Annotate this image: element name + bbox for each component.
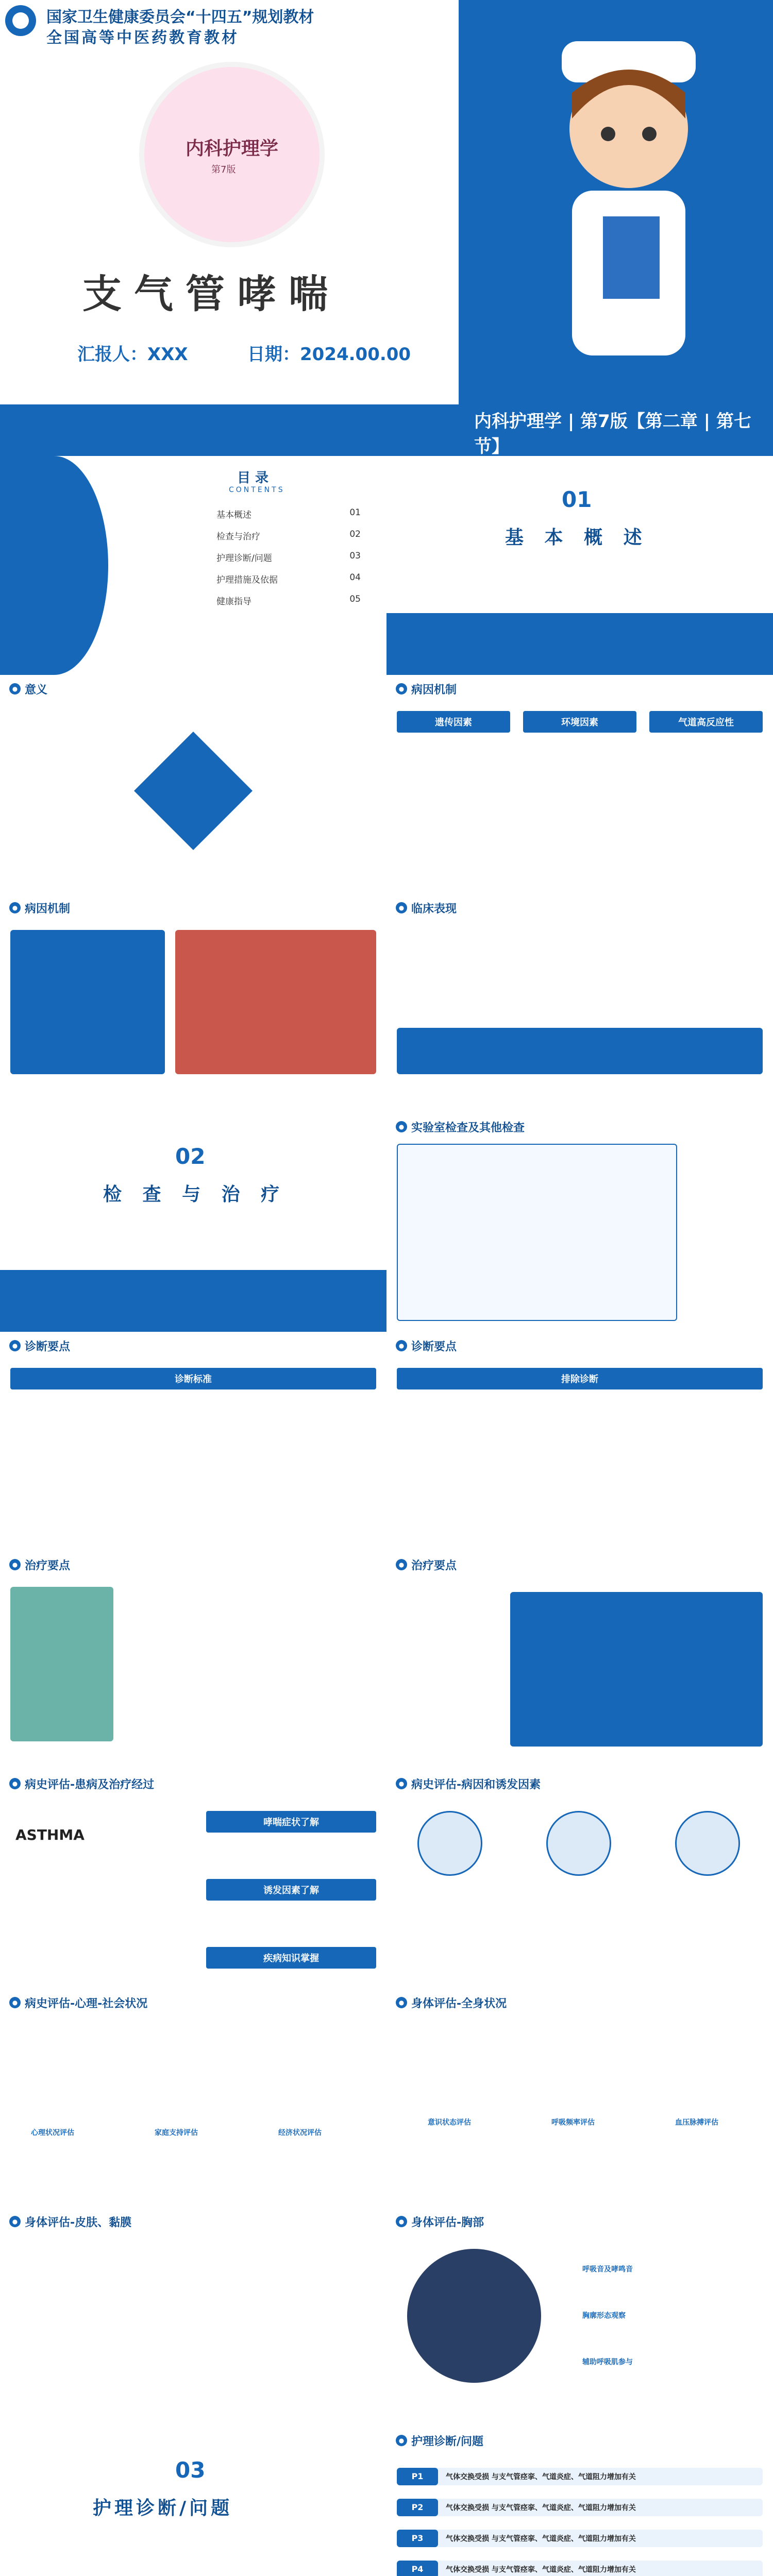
label: 心理状况评估 — [31, 2129, 74, 2137]
hulizhenduan-slide — [386, 2427, 773, 2576]
mechanism-box — [10, 930, 165, 1074]
bullet-icon: ● — [396, 1121, 407, 1132]
card-hyperreactivity: 气道高反应性 — [649, 711, 763, 733]
section-title: 基 本 概 述 — [505, 527, 649, 548]
bingyin-slide — [386, 675, 773, 895]
bullet-icon: ● — [9, 902, 21, 913]
toc-list — [216, 507, 361, 616]
toc-slide — [0, 456, 386, 676]
nurse-photo — [10, 1587, 113, 1741]
virus-icon — [417, 1811, 482, 1876]
symptom-band — [397, 1028, 763, 1074]
slide-title: ● 病因机制 — [9, 900, 70, 916]
section-number: 02 — [175, 1144, 206, 1169]
pinggu4-slide — [386, 1989, 773, 2209]
shiyanshi-slide — [386, 1113, 773, 1333]
pinggu1-slide — [0, 1770, 386, 1990]
section-number: 03 — [175, 2458, 206, 2483]
bullet-icon: ● — [9, 1559, 21, 1570]
slide-title: ● 身体评估-胸部 — [396, 2214, 484, 2229]
cover-header1: 国家卫生健康委员会“十四五”规划教材 — [46, 8, 314, 26]
bullet-icon: ● — [9, 1778, 21, 1789]
zhenduan2-slide — [386, 1332, 773, 1552]
reporter: 汇报人：XXX — [77, 344, 188, 365]
bullet-icon: ● — [396, 2435, 407, 2446]
section-title: 检 查 与 治 疗 — [103, 1184, 287, 1205]
toc-blue-shape — [0, 456, 108, 675]
criteria-header: 诊断标准 — [10, 1368, 376, 1389]
slide-title: ● 治疗要点 — [9, 1557, 70, 1572]
toc-item[interactable]: 检查与治疗 02 — [216, 529, 361, 542]
bullet-icon: ● — [396, 1778, 407, 1789]
pinggu5-slide — [0, 2208, 386, 2428]
pinggu3-slide — [0, 1989, 386, 2209]
zhiliao2-slide — [386, 1551, 773, 1771]
cover-slide — [0, 0, 773, 456]
bullet-icon: ● — [9, 1340, 21, 1351]
card-genetic: 遗传因素 — [397, 711, 510, 733]
bullet-icon: ● — [396, 1559, 407, 1570]
pollen-icon — [546, 1811, 611, 1876]
pinggu-cards: 哮喘症状了解 诱发因素了解 疾病知识掌握 — [206, 1811, 376, 1969]
diagnosis-row: P2 气体交换受损 与支气管痉挛、气道炎症、气道阻力增加有关 — [397, 2499, 763, 2516]
book-cover-circle — [139, 62, 325, 247]
card-environment: 环境因素 — [523, 711, 636, 733]
nurse-illustration — [515, 31, 742, 361]
logo-icon — [5, 5, 36, 36]
slide-title: ● 病史评估-心理-社会状况 — [9, 1995, 147, 2010]
label: 意识状态评估 — [428, 2119, 471, 2127]
label: 血压脉搏评估 — [675, 2119, 718, 2127]
slide-title: ● 诊断要点 — [396, 1338, 457, 1353]
slide-title: ● 病史评估-病因和诱发因素 — [396, 1776, 541, 1791]
bingyin2-slide — [0, 894, 386, 1114]
section-03-slide — [0, 2427, 386, 2576]
diagnosis-row: P1 气体交换受损 与支气管痉挛、气道炎症、气道阻力增加有关 — [397, 2468, 763, 2485]
section-title: 护理诊断/问题 — [93, 2498, 233, 2519]
toc-title: 目 录 — [237, 470, 269, 486]
bullet-icon: ● — [9, 1997, 21, 2008]
slide-title: ● 治疗要点 — [396, 1557, 457, 1572]
pinggu6-slide — [386, 2208, 773, 2428]
bullet-icon: ● — [396, 902, 407, 913]
section-number: 01 — [562, 487, 592, 512]
section-band — [386, 613, 773, 675]
pinggu2-slide — [386, 1770, 773, 1990]
yiyi-slide — [0, 675, 386, 895]
slide-title: ● 实验室检查及其他检查 — [396, 1119, 525, 1134]
toc-subtitle: CONTENTS — [229, 486, 285, 494]
asthma-word: ASTHMA — [15, 1826, 85, 1843]
bullet-icon: ● — [396, 1997, 407, 2008]
slide-title: ● 意义 — [9, 681, 47, 697]
slide-title: ● 护理诊断/问题 — [396, 2433, 483, 2448]
section-02-slide — [0, 1113, 386, 1333]
bullet-icon: ● — [9, 683, 21, 694]
section-band — [0, 1270, 386, 1332]
book-title: 内科护理学 — [186, 138, 279, 159]
treatment-box — [510, 1592, 763, 1747]
bullet-icon: ● — [396, 2216, 407, 2227]
toc-item[interactable]: 基本概述 01 — [216, 507, 361, 520]
slide-title: ● 病因机制 — [396, 681, 457, 697]
zhiliao1-slide — [0, 1551, 386, 1771]
diagnosis-row: P3 气体交换受损 与支气管痉挛、气道炎症、气道阻力增加有关 — [397, 2530, 763, 2547]
blood-cells-image — [175, 930, 376, 1074]
bullet-icon: ● — [396, 683, 407, 694]
bullet-icon: ● — [396, 1340, 407, 1351]
diamond-graphic — [129, 726, 258, 855]
label: 经济状况评估 — [278, 2129, 322, 2137]
section-01-slide — [386, 456, 773, 676]
date: 日期：2024.00.00 — [247, 344, 411, 365]
slide-title: ● 身体评估-全身状况 — [396, 1995, 507, 2010]
course-line: 内科护理学 | 第7版【第二章 | 第七节】 — [474, 411, 751, 456]
xray-image — [407, 2249, 541, 2383]
toc-item[interactable]: 健康指导 05 — [216, 594, 361, 607]
exam-table — [397, 1144, 677, 1321]
toc-item[interactable]: 护理措施及依据 04 — [216, 572, 361, 585]
slide-title: ● 临床表现 — [396, 900, 457, 916]
linchuang-slide — [386, 894, 773, 1114]
main-title: 支气管哮喘 — [82, 271, 340, 317]
slide-title: ● 身体评估-皮肤、黏膜 — [9, 2214, 131, 2229]
book-edition: 第7版 — [211, 164, 236, 175]
bullet-icon: ● — [9, 2216, 21, 2227]
slide-title: ● 诊断要点 — [9, 1338, 70, 1353]
label: 家庭支持评估 — [155, 2129, 198, 2137]
label: 呼吸音及哮鸣音 — [582, 2265, 633, 2274]
lungs-icon — [675, 1811, 740, 1876]
label: 呼吸频率评估 — [551, 2119, 595, 2127]
zhenduan1-slide — [0, 1332, 386, 1552]
slide-title: ● 病史评估-患病及治疗经过 — [9, 1776, 154, 1791]
toc-item[interactable]: 护理诊断/问题 03 — [216, 551, 361, 564]
label: 胸廓形态观察 — [582, 2312, 626, 2320]
cover-header2: 全国高等中医药教育教材 — [46, 29, 239, 47]
exclusion-header: 排除诊断 — [397, 1368, 763, 1389]
label: 辅助呼吸肌参与 — [582, 2358, 633, 2366]
diagnosis-row: P4 气体交换受损 与支气管痉挛、气道炎症、气道阻力增加有关 — [397, 2561, 763, 2576]
